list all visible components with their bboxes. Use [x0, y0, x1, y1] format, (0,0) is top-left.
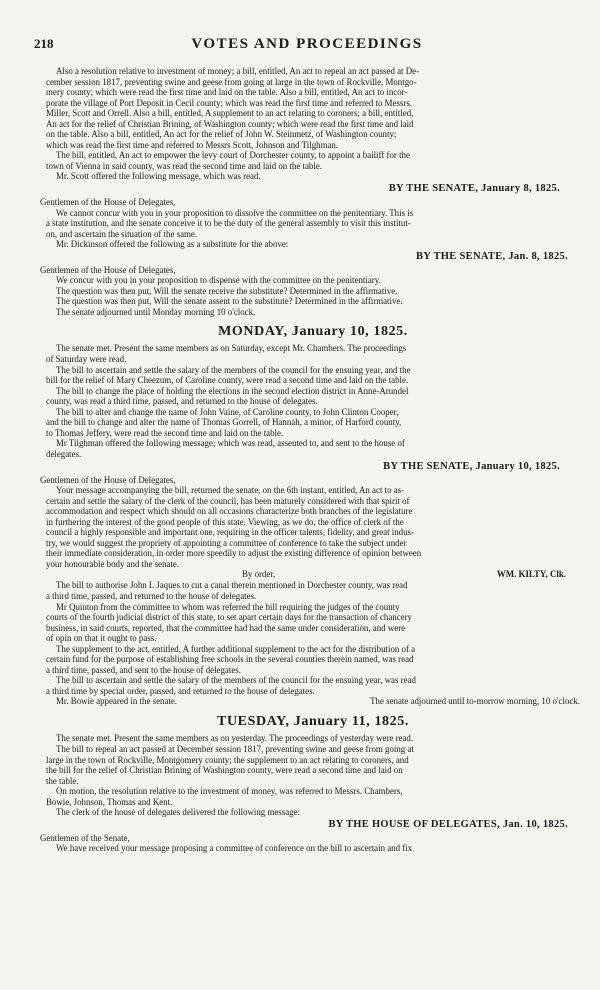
text-line: a third time, passed, and returned to the house of delegates. — [46, 590, 257, 601]
monday-paragraph — [46, 365, 580, 386]
text-line: their immediate consideration, in order more speedily to adjust the existing difference of opinion between — [46, 548, 422, 559]
text-line: Mr Quinton from the committee to whom was referred the bill requiring the judges of the county — [56, 601, 400, 612]
monday-paragraph — [46, 644, 580, 676]
text-line: a third time by special order, passed, and returned to the house of delegates. — [46, 685, 315, 696]
text-line: in furthering the interest of the good people of this state. Viewing, as we do, the office of clerk of the — [46, 516, 404, 527]
text-line: Miller, Scott and Orrell. Also a bill, entitled, A supplement to an act relating to coroners; a bill, entitled, — [46, 108, 414, 119]
adjournment-line — [46, 696, 580, 707]
text-line: The question was then put, Will the senate assent to the substitute? Determined in the affirmative. — [56, 296, 403, 307]
text-line: a third time, passed, and sent to the house of delegates. — [46, 664, 241, 675]
document-body — [40, 66, 580, 854]
text-line: accommodation and respect which should on all occasions characterize both branches of the legislature — [46, 506, 413, 517]
text-line: The bill to alter and change the name of John Vaine, of Caroline county, to John Clinton Cooper, — [56, 406, 399, 417]
house-message: We have received your message proposing a committee of conference on the bill to ascertain and fix — [56, 843, 413, 854]
house-dateline: BY THE HOUSE OF DELEGATES, Jan. 10, 1825. — [328, 818, 568, 830]
senate-message — [46, 275, 580, 317]
text-line: porate the village of Port Deposit in Cecil county; which was read the first time and referred to Messrs. — [46, 97, 412, 108]
senate-dateline: BY THE SENATE, Jan. 8, 1825. — [415, 250, 568, 262]
text-line: which was read the first time and referred to Messrs Scott, Johnson and Tilghman. — [46, 139, 339, 150]
tuesday-paragraph — [46, 744, 580, 786]
intro-paragraph — [46, 66, 580, 150]
text-line: of Saturday were read. — [46, 354, 127, 365]
text-line: Your message accompanying the bill, returned the senate, on the 6th instant, entitled, An act to as- — [56, 485, 405, 496]
text-line: of opin on that it ought to pass. — [46, 633, 157, 644]
monday-paragraph — [46, 602, 580, 644]
dorchester-paragraph — [46, 150, 580, 171]
text-line: We concur with you in your proposition to dispense with the committee on the penitentiary. — [56, 275, 381, 286]
salutation: Gentlemen of the House of Delegates, — [40, 197, 176, 208]
text-line: on, and ascertain the situation of the same. — [46, 228, 198, 239]
text-line: your honourable body and the senate. — [46, 558, 180, 569]
salutation: Gentlemen of the House of Delegates, — [40, 474, 176, 485]
text-line: delegates. — [46, 448, 82, 459]
text-line: county, was read a third time, passed, and returned to the house of delegates. — [46, 396, 318, 407]
text-line: the table. — [46, 775, 79, 786]
scott-paragraph: Mr. Scott offered the following message, which was read. — [56, 171, 261, 182]
text-line: The supplement to the act, entitled, A further additional supplement to the act for the distribution of a — [56, 643, 416, 654]
text-line: The bill to authorise John L Jaques to cut a canal therein mentioned in Dorchester county, was read — [56, 580, 408, 591]
tuesday-paragraph: The clerk of the house of delegates delivered the following message: — [56, 807, 300, 818]
adjournment-right: The senate adjourned until to-morrow morning, 10 o'clock. — [370, 696, 580, 707]
text-line: The bill, entitled, An act to empower the levy court of Dorchester county, to appoint a bailiff for the — [56, 150, 410, 161]
text-line: on the table. Also a bill, entitled, An act for the relief of John W. Steinmetz, of Washington county; — [46, 129, 397, 140]
signature — [46, 569, 580, 580]
text-line: The senate met. Present the same members as on Saturday, except Mr. Chambers. The proceedings — [56, 343, 407, 354]
dickinson-paragraph: Mr. Dickinson offered the following as a substitute for the above: — [56, 239, 289, 250]
text-line: council a highly responsible and important one, requiring in the officer talents, fidelity, and great indus- — [46, 527, 414, 538]
page-header — [34, 36, 580, 54]
text-line: The bill to ascertain and settle the salary of the members of the council for the ensuing year, was read — [56, 675, 416, 686]
text-line: the bill for the relief of Christian Brining of Washington county, were read a second time and laid on — [46, 765, 403, 776]
text-line: On motion, the resolution relative to the investment of money, was referred to Messrs. Chambers, — [56, 786, 403, 797]
text-line: town of Vienna in said county, was read the second time and laid on the table. — [46, 160, 322, 171]
text-line: The senate adjourned until Monday morning 10 o'clock. — [56, 306, 256, 317]
text-line: bill for the relief of Mary Cheezum, of Caroline county, were read a second time and laid on the table. — [46, 375, 409, 386]
monday-paragraph — [46, 407, 580, 439]
signature-by: By order, — [242, 569, 276, 580]
text-line: certain and settle the salary of the clerk of the council, has been maturely considered with that spirit of — [46, 495, 410, 506]
monday-paragraph — [46, 386, 580, 407]
text-line: Bowie, Johnson, Thomas and Kent. — [46, 796, 173, 807]
text-line: The question was then put, Will the senate receive the substitute? Determined in the affirmative. — [56, 285, 398, 296]
senate-dateline: BY THE SENATE, January 8, 1825. — [388, 183, 560, 195]
text-line: certain fund for the purpose of establishing free schools in the several counties therein named, was read — [46, 654, 414, 665]
senate-dateline: BY THE SENATE, January 10, 1825. — [383, 460, 560, 472]
tuesday-paragraph: The senate met. Present the same members as on yesterday. The proceedings of yesterday were read. — [56, 733, 414, 744]
monday-paragraph — [46, 580, 580, 601]
text-line: a state institution, and the senate conceive it to be the duty of the general assembly to visit this institut- — [46, 218, 411, 229]
text-line: mery county; which were read the first time and laid on the table. Also a bill, entitled, An act to incor- — [46, 87, 408, 98]
monday-paragraph — [46, 343, 580, 364]
text-line: An act for the relief of Christian Brining, of Washington county; which were read the first time and laid — [46, 118, 414, 129]
page-number: 218 — [34, 36, 54, 51]
running-head: VOTES AND PROCEEDINGS — [191, 36, 423, 52]
text-line: The bill to repeal an act passed at December session 1817, preventing swine and geese from going at — [56, 743, 414, 754]
text-line: courts of the fourth judicial district of this state, to set apart certain days for the transaction of chancery — [46, 612, 412, 623]
senate-message — [46, 485, 580, 569]
salutation: Gentlemen of the Senate, — [40, 832, 130, 843]
day-heading: MONDAY, January 10, 1825. — [218, 324, 408, 340]
text-line: Also a resolution relative to investment of money; a bill, entitled, An act to repeal an act passed at De- — [56, 66, 420, 76]
monday-paragraph — [46, 675, 580, 696]
text-line: Mr Tilghman offered the following message; which was read, assented to, and sent to the house of — [56, 438, 405, 449]
text-line: cember session 1817, preventing swine and geese from going at large in the town of Rockville, Montgo- — [46, 76, 417, 87]
text-line: business, in said courts, reported, that the committee had had the same under consideration, and were — [46, 622, 406, 633]
text-line: to Thomas Jeffery, were read the second time and laid on the table. — [46, 427, 284, 438]
senate-message — [46, 208, 580, 240]
text-line: The bill to change the place of holding the elections in the second election district in Anne-Arundel — [56, 385, 409, 396]
signature-name: WM. KILTY, Clk. — [496, 569, 566, 580]
day-heading: TUESDAY, January 11, 1825. — [217, 714, 409, 730]
text-line: and the bill to change and alter the name of Thomas Gorrell, of Hannah, a minor, of Harford county, — [46, 417, 402, 428]
text-line: We cannot concur with you in your proposition to dissolve the committee on the penitentiary. This is — [56, 207, 414, 218]
text-line: large in the town of Rockville, Montgomery county; the supplement to an act relating to coroners, and — [46, 754, 409, 765]
tuesday-paragraph — [46, 786, 580, 807]
text-line: try, we would suggest the propriety of appointing a committee of conference to take the subject under — [46, 537, 407, 548]
salutation: Gentlemen of the House of Delegates, — [40, 264, 176, 275]
monday-paragraph — [46, 438, 580, 459]
text-line: The bill to ascertain and settle the salary of the members of the council for the ensuing year, and the — [56, 364, 411, 375]
adjournment-left: Mr. Bowie appeared in the senate. — [56, 696, 178, 707]
